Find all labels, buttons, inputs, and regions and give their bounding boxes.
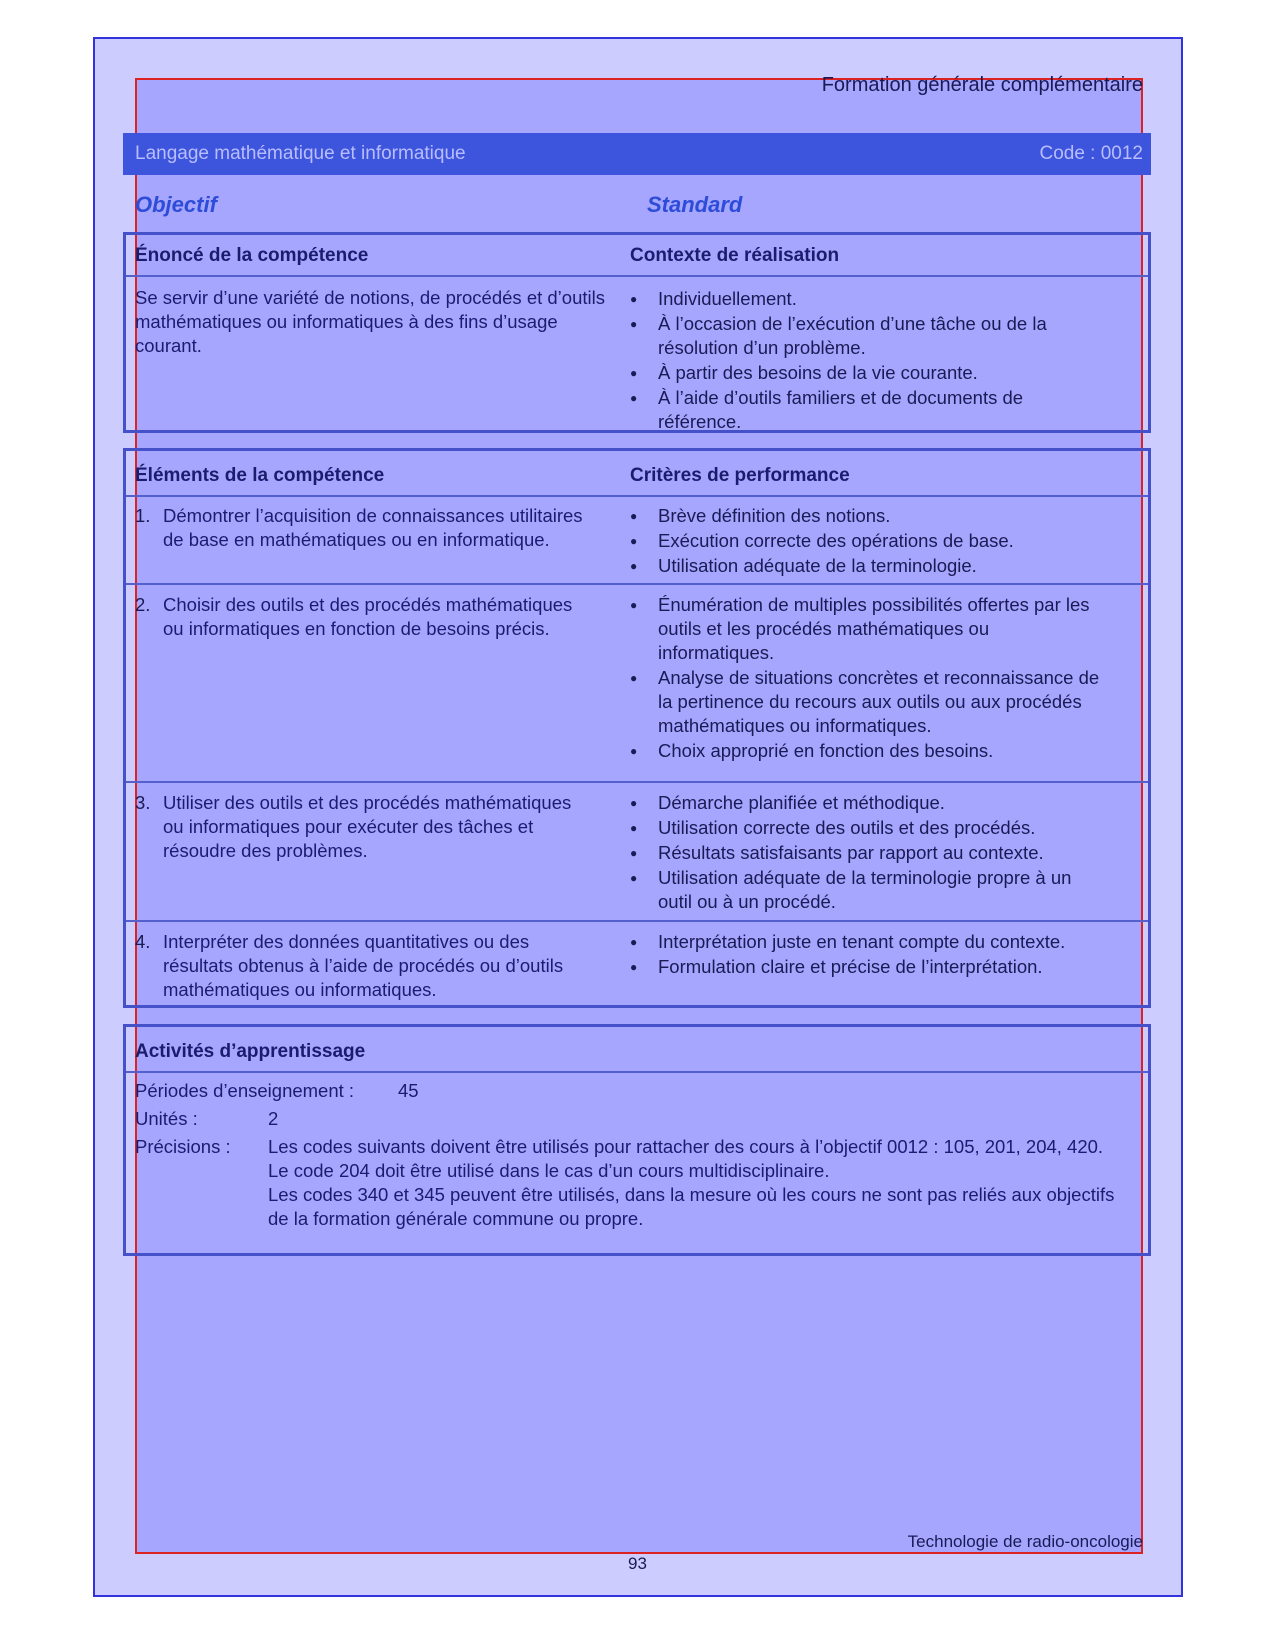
precision-line: Les codes suivants doivent être utilisés pour rattacher des cours à l’objectif 0012 : 105, 201, 204, 420. (268, 1136, 1104, 1157)
list-item: ● Formulation claire et précise de l’interprétation. (630, 955, 1100, 979)
subject-title: Langage mathématique et informatique (135, 143, 466, 164)
list-item: ● Brève définition des notions. (630, 504, 1100, 528)
elements-box (123, 448, 1151, 1008)
criteres-list (630, 791, 1100, 915)
precision-line: Le code 204 doit être utilisé dans le cas d’un cours multidisciplinaire. (268, 1160, 830, 1181)
list-item: ● À l’aide d’outils familiers et de documents de référence. (630, 386, 1100, 434)
row-number: 2. (135, 594, 151, 615)
periodes-label: Périodes d’enseignement : (135, 1080, 355, 1101)
list-item: ● Énumération de multiples possibilités offertes par les outils et les procédés mathématiques ou informatiques. (630, 593, 1100, 665)
page-number: 93 (628, 1554, 647, 1573)
periodes-value: 45 (398, 1080, 419, 1101)
element-text: Interpréter des données quantitatives ou des résultats obtenus à l’aide de procédés ou d’outils mathématiques ou informatiques. (163, 931, 564, 1000)
list-item: ● Utilisation correcte des outils et des procédés. (630, 816, 1100, 840)
precision-line: Les codes 340 et 345 peuvent être utilisés, dans la mesure où les cours ne sont pas reliés aux objectifs de la formation générale commune ou propre. (268, 1184, 1115, 1229)
contexte-heading: Contexte de réalisation (630, 245, 840, 266)
contexte-list (630, 287, 1100, 435)
enonce-heading: Énoncé de la compétence (135, 245, 369, 266)
divider (126, 781, 1148, 783)
unites-value: 2 (268, 1108, 279, 1129)
list-item: ● À partir des besoins de la vie courante. (630, 361, 1100, 385)
row-number: 4. (135, 931, 151, 952)
list-item: ● Démarche planifiée et méthodique. (630, 791, 1100, 815)
element-text: Démontrer l’acquisition de connaissances utilitaires de base en mathématiques ou en informatique. (163, 505, 583, 550)
element-text: Utiliser des outils et des procédés mathématiques ou informatiques pour exécuter des tâches et résoudre des problèmes. (163, 792, 572, 861)
program-header: Formation générale complémentaire (821, 74, 1143, 96)
elements-heading: Éléments de la compétence (135, 465, 385, 486)
enonce-text: Se servir d’une variété de notions, de procédés et d’outils mathématiques ou informatiques à des fins d’usage courant. (135, 287, 605, 356)
divider (126, 583, 1148, 585)
list-item: ● Individuellement. (630, 287, 1100, 311)
criteres-list (630, 504, 1100, 579)
activities-heading: Activités d’apprentissage (135, 1041, 366, 1062)
footer-program: Technologie de radio-oncologie (907, 1532, 1143, 1551)
divider (126, 275, 1148, 277)
competence-box (123, 232, 1151, 433)
list-item: ● Interprétation juste en tenant compte du contexte. (630, 930, 1100, 954)
code-label: Code : 0012 (1039, 143, 1143, 164)
divider (126, 495, 1148, 497)
objectif-heading: Objectif (135, 192, 217, 217)
divider (126, 920, 1148, 922)
list-item: ● Exécution correcte des opérations de base. (630, 529, 1100, 553)
list-item: ● Utilisation adéquate de la terminologie propre à un outil ou à un procédé. (630, 866, 1100, 914)
precisions-text (268, 1135, 1130, 1231)
criteres-heading: Critères de performance (630, 465, 850, 486)
standard-heading: Standard (647, 192, 743, 217)
list-item: ● Résultats satisfaisants par rapport au contexte. (630, 841, 1100, 865)
element-text: Choisir des outils et des procédés mathématiques ou informatiques en fonction de besoins précis. (163, 594, 573, 639)
divider (126, 1071, 1148, 1073)
list-item: ● Choix approprié en fonction des besoins. (630, 739, 1100, 763)
list-item: ● À l’occasion de l’exécution d’une tâche ou de la résolution d’un problème. (630, 312, 1100, 360)
row-number: 3. (135, 792, 151, 813)
precisions-label: Précisions : (135, 1136, 231, 1157)
list-item: ● Utilisation adéquate de la terminologie. (630, 554, 1100, 578)
list-item: ● Analyse de situations concrètes et reconnaissance de la pertinence du recours aux outils ou aux procédés mathématiques ou informatiques. (630, 666, 1100, 738)
unites-label: Unités : (135, 1108, 198, 1129)
criteres-list (630, 593, 1100, 764)
row-number: 1. (135, 505, 151, 526)
criteres-list (630, 930, 1100, 980)
activities-box (123, 1024, 1151, 1256)
